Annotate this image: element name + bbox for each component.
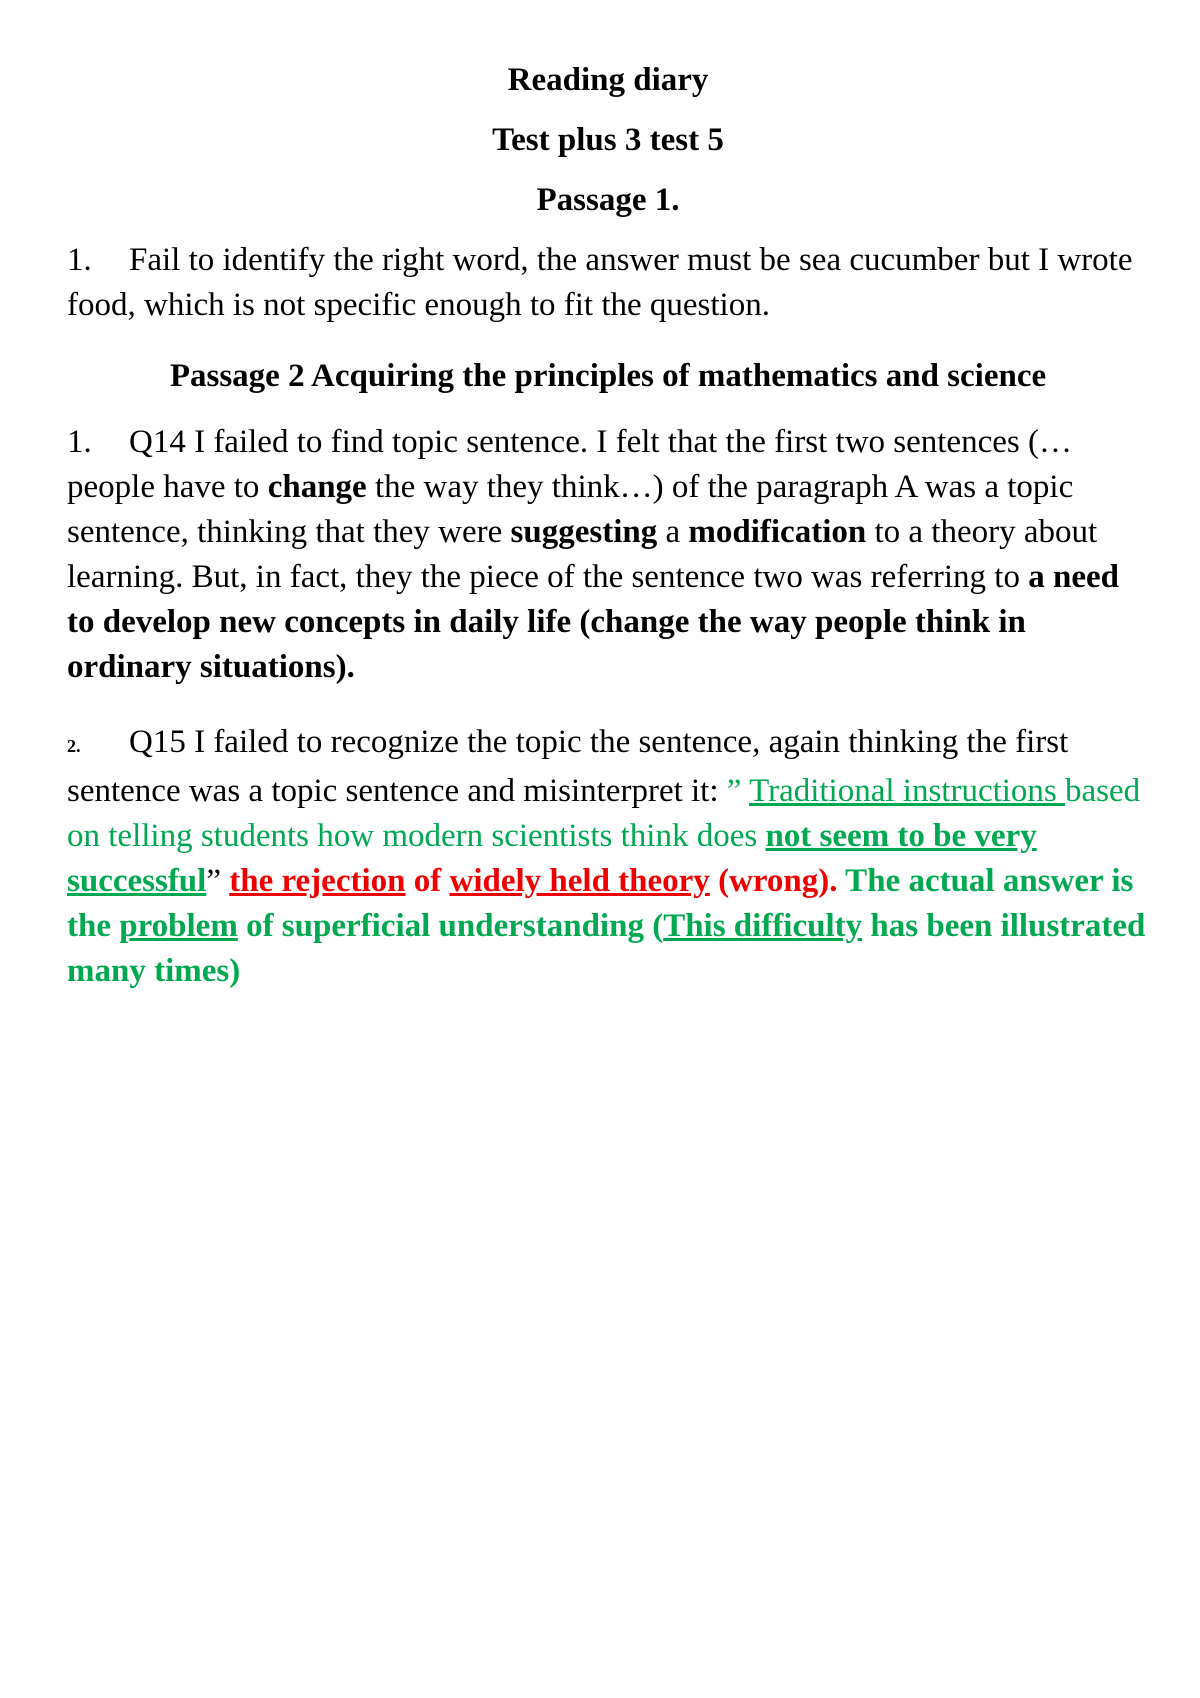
passage1-item-1 xyxy=(67,238,1149,328)
red-underlined-run: the rejection xyxy=(229,863,406,899)
text-run: to a theory about learning. But, in fact, they the piece of the sentence two was referring to xyxy=(67,514,1098,595)
document-subtitle: Test plus 3 test 5 xyxy=(492,122,724,158)
text-run: Q15 I failed to recognize the topic the sentence, again thinking the first sentence was a topic sentence and misinterpret it: xyxy=(67,724,1069,809)
passage2-heading: Passage 2 Acquiring the principles of mathematics and science xyxy=(169,358,1047,394)
list-number: 1. xyxy=(67,242,92,278)
green-bold-run: of superficial understanding ( xyxy=(237,908,664,944)
list-number: 1. xyxy=(67,424,92,460)
document-title: Reading diary xyxy=(507,62,709,98)
bold-underlined-run: not seem to be very successful xyxy=(67,818,1037,899)
red-run: (wrong). xyxy=(709,863,838,899)
underlined-run: Traditional instructions xyxy=(749,773,1066,809)
passage2-item-2 xyxy=(67,720,1149,994)
text-run: Q14 I failed to find topic sentence. I felt that the first two sentences (…people have to xyxy=(67,424,1072,505)
quote-mark: ” xyxy=(206,863,230,899)
bold-run: change xyxy=(267,469,367,505)
list-number: 2. xyxy=(67,736,81,756)
green-bold-run: has been illustrated many times) xyxy=(67,908,1146,989)
text-run: a xyxy=(657,514,689,550)
bold-run: modification xyxy=(688,514,867,550)
bold-underlined-run: problem xyxy=(119,908,238,944)
bold-underlined-run: This difficulty xyxy=(663,908,863,944)
green-bold-run: The actual answer is the xyxy=(67,863,1134,944)
green-run: based on telling students how modern scientists think does xyxy=(67,773,1141,854)
list-text: Fail to identify the right word, the answer must be sea cucumber but I wrote food, which is not specific enough to fit the question. xyxy=(67,242,1133,323)
bold-run: a need to develop new concepts in daily life (change the way people think in ordinary situations). xyxy=(67,559,1119,685)
quote-mark: ” xyxy=(726,773,750,809)
bold-run: suggesting xyxy=(510,514,658,550)
red-run: of xyxy=(405,863,450,899)
red-underlined-run: widely held theory xyxy=(449,863,710,899)
passage2-item-1 xyxy=(67,420,1149,690)
text-run: the way they think…) of the paragraph A was a topic sentence, thinking that they were xyxy=(67,469,1074,550)
passage1-heading: Passage 1. xyxy=(536,182,680,218)
